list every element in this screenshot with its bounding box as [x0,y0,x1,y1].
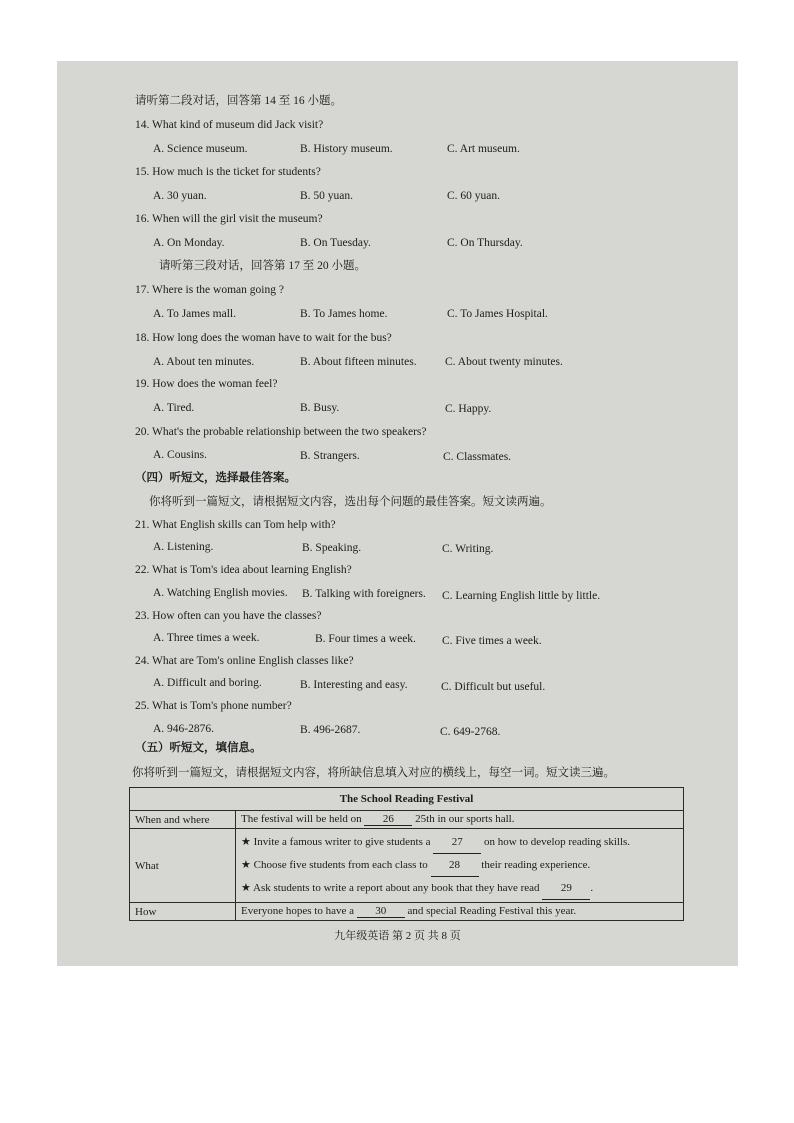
what2-text-pre: Choose five students from each class to [253,859,428,871]
option-15c: C. 60 yuan. [447,190,501,202]
section4-instruction: 你将听到一篇短文，请根据短文内容，选出每个问题的最佳答案。短文读两遍。 [149,496,552,508]
option-25c: C. 649-2768. [440,726,501,738]
reading-festival-table [129,787,684,921]
how-cell [236,903,684,921]
table-title: The School Reading Festival [130,788,684,811]
what3-text-post: . [590,882,594,894]
option-20a: A. Cousins. [153,449,207,461]
option-23a: A. Three times a week. [153,632,260,644]
what-cell [236,829,684,903]
dialog2-instruction: 请听第二段对话，回答第 14 至 16 小题。 [135,95,342,107]
when-text-pre: The festival will be held on [241,813,362,825]
question-21: 21. What English skills can Tom help with? [135,519,336,531]
question-23: 23. How often can you have the classes? [135,610,322,622]
what-label: What [130,829,236,903]
option-25a: A. 946-2876. [153,723,215,735]
page-footer: 九年级英语 第 2 页 共 8 页 [334,930,461,942]
dialog3-instruction: 请听第三段对话，回答第 17 至 20 小题。 [159,260,366,272]
option-22c: C. Learning English little by little. [442,590,601,602]
option-16c: C. On Thursday. [447,237,523,249]
section5-title: （五）听短文，填信息。 [135,742,262,754]
option-24c: C. Difficult but useful. [441,681,546,693]
question-15: 15. How much is the ticket for students? [135,166,321,178]
what-item-3 [241,877,678,900]
section4-title: （四）听短文，选择最佳答案。 [135,472,296,484]
question-20: 20. What's the probable relationship between the two speakers? [135,426,427,438]
question-22: 22. What is Tom's idea about learning English? [135,564,352,576]
option-24a: A. Difficult and boring. [153,677,262,689]
question-18: 18. How long does the woman have to wait for the bus? [135,332,392,344]
how-text-post: and special Reading Festival this year. [407,905,577,917]
option-22a: A. Watching English movies. [153,587,288,599]
what-item-1 [241,831,678,854]
exam-page [57,61,738,966]
option-17a: A. To James mall. [153,308,236,320]
option-20b: B. Strangers. [300,450,360,462]
blank-29[interactable]: 29 [542,877,590,900]
how-text-pre: Everyone hopes to have a [241,905,355,917]
when-label: When and where [130,811,236,829]
option-16b: B. On Tuesday. [300,237,371,249]
question-17: 17. Where is the woman going ? [135,284,284,296]
question-16: 16. When will the girl visit the museum? [135,213,323,225]
option-19a: A. Tired. [153,402,195,414]
what3-text-pre: Ask students to write a report about any book that they have read [253,882,540,894]
option-25b: B. 496-2687. [300,724,361,736]
option-22b: B. Talking with foreigners. [302,588,426,600]
option-15b: B. 50 yuan. [300,190,354,202]
what2-text-post: their reading experience. [481,859,591,871]
what1-text-pre: Invite a famous writer to give students a [253,836,431,848]
star-icon [241,882,253,894]
option-14a: A. Science museum. [153,143,248,155]
option-14c: C. Art museum. [447,143,520,155]
when-cell [236,811,684,829]
option-18c: C. About twenty minutes. [445,356,563,368]
option-18b: B. About fifteen minutes. [300,356,417,368]
option-19c: C. Happy. [445,403,492,415]
star-icon [241,859,254,871]
blank-26[interactable]: 26 [364,813,412,826]
option-19b: B. Busy. [300,402,340,414]
option-23c: C. Five times a week. [442,635,542,647]
question-25: 25. What is Tom's phone number? [135,700,292,712]
option-24b: B. Interesting and easy. [300,679,408,691]
question-14: 14. What kind of museum did Jack visit? [135,119,324,131]
blank-27[interactable]: 27 [433,831,481,854]
option-16a: A. On Monday. [153,237,225,249]
option-23b: B. Four times a week. [315,633,416,645]
option-17c: C. To James Hospital. [447,308,548,320]
option-21c: C. Writing. [442,543,494,555]
question-24: 24. What are Tom's online English classes like? [135,655,354,667]
star-icon [241,836,254,848]
question-19: 19. How does the woman feel? [135,378,278,390]
option-21b: B. Speaking. [302,542,362,554]
blank-30[interactable]: 30 [357,905,405,918]
when-text-post: 25th in our sports hall. [415,813,515,825]
option-14b: B. History museum. [300,143,393,155]
blank-28[interactable]: 28 [431,854,479,877]
how-label: How [130,903,236,921]
option-18a: A. About ten minutes. [153,356,255,368]
what-item-2 [241,854,678,877]
what1-text-post: on how to develop reading skills. [484,836,631,848]
option-21a: A. Listening. [153,541,214,553]
option-20c: C. Classmates. [443,451,512,463]
option-15a: A. 30 yuan. [153,190,207,202]
option-17b: B. To James home. [300,308,388,320]
section5-instruction: 你将听到一篇短文，请根据短文内容，将所缺信息填入对应的横线上，每空一词。短文读三遍。 [132,767,615,779]
